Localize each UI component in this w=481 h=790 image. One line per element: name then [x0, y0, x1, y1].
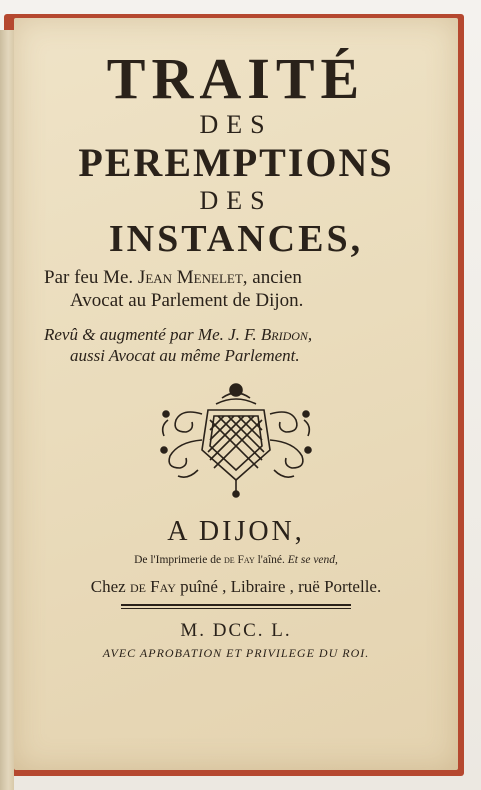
- author-name: Jean Menelet: [137, 267, 243, 288]
- revision-line: [36, 324, 436, 345]
- title-word-peremptions: PEREMPTIONS: [78, 140, 394, 185]
- imprint-line: [36, 552, 436, 568]
- imprint-italic: Et se vend,: [287, 554, 338, 566]
- title-page-content: [36, 48, 436, 661]
- seller-suffix: puîné , Libraire , ruë Portelle.: [175, 577, 382, 596]
- revision-line-2: aussi Avocat au même Parlement.: [70, 346, 300, 365]
- author-line: [36, 266, 436, 289]
- imprint-city: A DIJON,: [167, 516, 305, 547]
- seller-name: de Fay: [129, 577, 176, 596]
- imprint-suffix: l'aîné.: [254, 554, 288, 566]
- seller-line: [36, 576, 436, 598]
- title-page: [14, 18, 458, 770]
- title-word-des-2: DES: [199, 186, 273, 215]
- revision-suffix: ,: [307, 325, 313, 344]
- author-suffix: , ancien: [242, 267, 302, 288]
- privilege-line: AVEC APROBATION ET PRIVILEGE DU ROI.: [102, 646, 370, 660]
- publication-year: M. DCC. L.: [180, 620, 292, 641]
- title-word-instances: INSTANCES,: [108, 218, 364, 260]
- title-word-traite: TRAITÉ: [106, 46, 366, 111]
- imprint-prefix: De l'Imprimerie de: [134, 554, 224, 566]
- author-title-line: Avocat au Parlement de Dijon.: [70, 290, 304, 311]
- printer-ornament-icon: [158, 380, 314, 498]
- title-word-des-1: DES: [199, 110, 273, 139]
- seller-prefix: Chez: [90, 577, 130, 596]
- reviser-name: Bridon: [260, 325, 308, 344]
- author-prefix: Par feu Me.: [44, 267, 138, 288]
- imprint-printer: de Fay: [223, 554, 255, 566]
- double-rule-divider: [121, 604, 351, 609]
- revision-prefix: Revû & augmenté par Me. J. F.: [44, 325, 261, 344]
- book-spine: [0, 30, 14, 790]
